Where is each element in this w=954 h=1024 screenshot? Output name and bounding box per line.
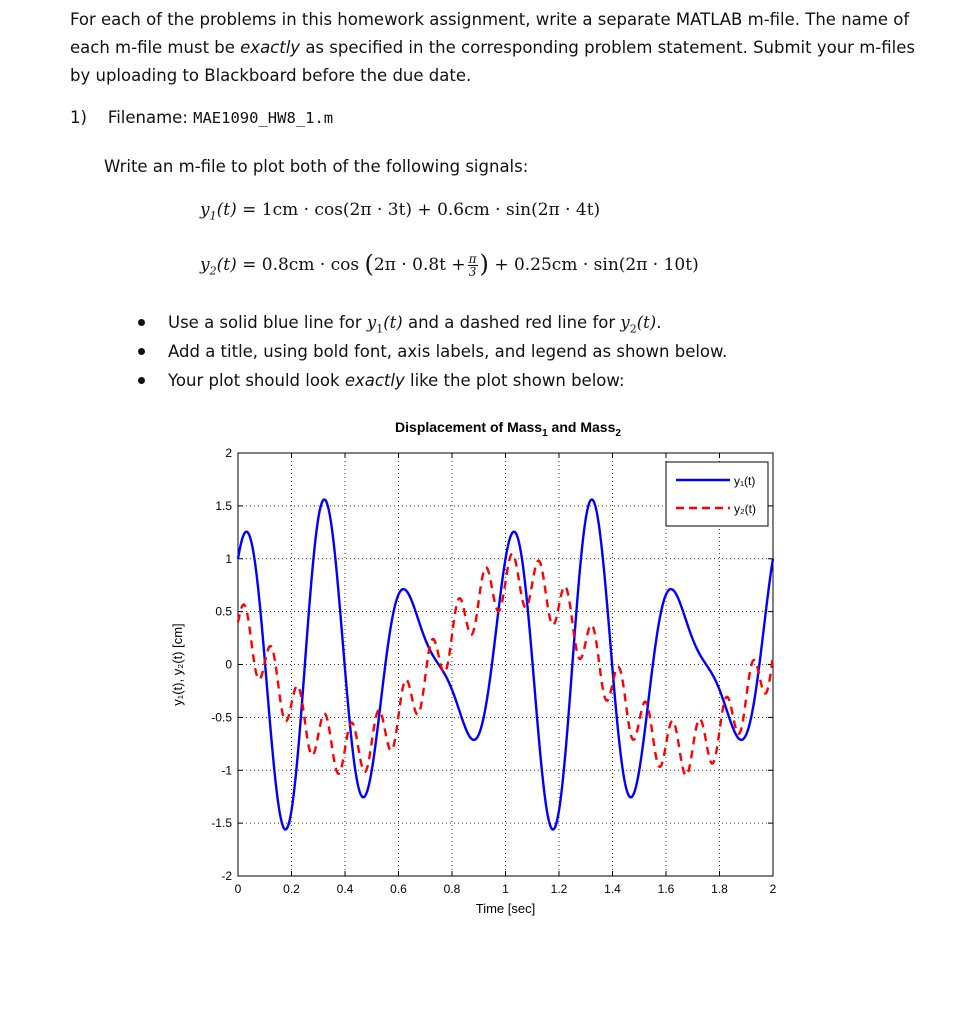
bullet3-emphasis: exactly [344, 371, 405, 390]
equation-y1-rhs: 1cm · cos(2π · 3t) + 0.6cm · sin(2π · 4t) [261, 200, 601, 220]
equation-y2-fraction [468, 253, 478, 278]
y-tick-label: 1 [225, 551, 232, 566]
bullet-dot [138, 319, 145, 326]
equation-y2-part-c: + 0.25cm · sin(2π · 10t) [494, 255, 699, 275]
intro-text-1: For each of the problems in this homework assignment, write a separate MATLAB m-file. The name of each m-file must be [70, 10, 910, 57]
x-tick-label: 0.6 [390, 882, 407, 896]
bullet1-text-b: and a dashed red line for [407, 313, 616, 332]
x-tick-label: 0 [234, 882, 242, 896]
y-tick-label: -1 [221, 763, 232, 778]
y-tick-label: -0.5 [211, 710, 232, 725]
list-item: Use a solid blue line for $y_1(t)$ and a dashed red line for $y_2(t)$. [128, 308, 727, 337]
list-item [128, 366, 727, 395]
equation-y1: $y_1(t) = 1cm \cdot \cos(2\pi \cdot 3t) + 0.6cm \cdot \sin(2\pi \cdot 4t)$ [200, 200, 601, 223]
equation-y2-part-b: 2π · 0.8t + [373, 255, 466, 275]
legend-label-1: y₁(t) [734, 474, 756, 488]
legend-box [666, 462, 768, 526]
x-tick-label: 1.2 [550, 882, 568, 896]
y-tick-label: 1.5 [215, 498, 232, 513]
chart-title: Displacement of Mass$_1$ and Mass$_2$ [395, 419, 621, 439]
x-tick-label: 1 [502, 882, 509, 896]
x-tick-label: 1.6 [657, 882, 675, 896]
equation-y2: $y_2(t) = 0.8cm \cdot \cos (2\pi \cdot 0.8t$ + $\frac{\pi}{3}$ ) + 0.25cm · sin(2π · 10t) [200, 250, 699, 279]
problem-instruction: Write an m-file to plot both of the following signals: [104, 157, 529, 176]
intro-paragraph [70, 6, 930, 90]
x-tick-label: 0.4 [336, 882, 354, 896]
y-tick-label: -2 [221, 869, 232, 883]
problem-heading [70, 108, 333, 127]
requirements-list [128, 308, 727, 395]
x-tick-label: 0.2 [283, 882, 300, 896]
x-tick-label: 0.8 [443, 882, 461, 896]
filename-label: Filename: [107, 108, 188, 127]
y-tick-label: 2 [225, 446, 232, 460]
displacement-chart [150, 410, 810, 930]
intro-emphasis: exactly [240, 38, 301, 57]
bullet-dot [138, 348, 145, 355]
problem-number: 1) [70, 108, 87, 127]
bullet2-text: Add a title, using bold font, axis labels, and legend as shown below. [168, 342, 728, 361]
equation-y2-part-a: 0.8cm · cos [261, 255, 360, 275]
filename: MAE1090_HW8_1.m [193, 109, 334, 127]
fraction-numerator: π [468, 252, 477, 266]
y-tick-label: 0 [225, 657, 232, 672]
list-item [128, 337, 727, 366]
y-tick-label: -1.5 [211, 816, 232, 831]
x-tick-label: 1.4 [604, 882, 621, 896]
legend-label-2: y₂(t) [734, 502, 756, 516]
bullet1-text-a: Use a solid blue line for [168, 313, 362, 332]
intro-text-2: as specified in the corresponding problem statement. Submit your m-files by uploading to Blackboard before the due date. [70, 38, 915, 85]
bullet3-text-a: Your plot should look [168, 371, 340, 390]
x-axis-label: Time [sec] [475, 901, 536, 916]
fraction-denominator: 3 [468, 265, 477, 279]
chart-legend [666, 462, 768, 526]
y-axis-label: y₁(t), y₂(t) [cm] [170, 623, 185, 706]
x-tick-label: 2 [769, 882, 777, 896]
bullet-dot [138, 377, 145, 384]
bullet3-text-b: like the plot shown below: [410, 371, 625, 390]
y-tick-label: 0.5 [215, 604, 232, 619]
x-tick-label: 1.8 [711, 882, 728, 896]
